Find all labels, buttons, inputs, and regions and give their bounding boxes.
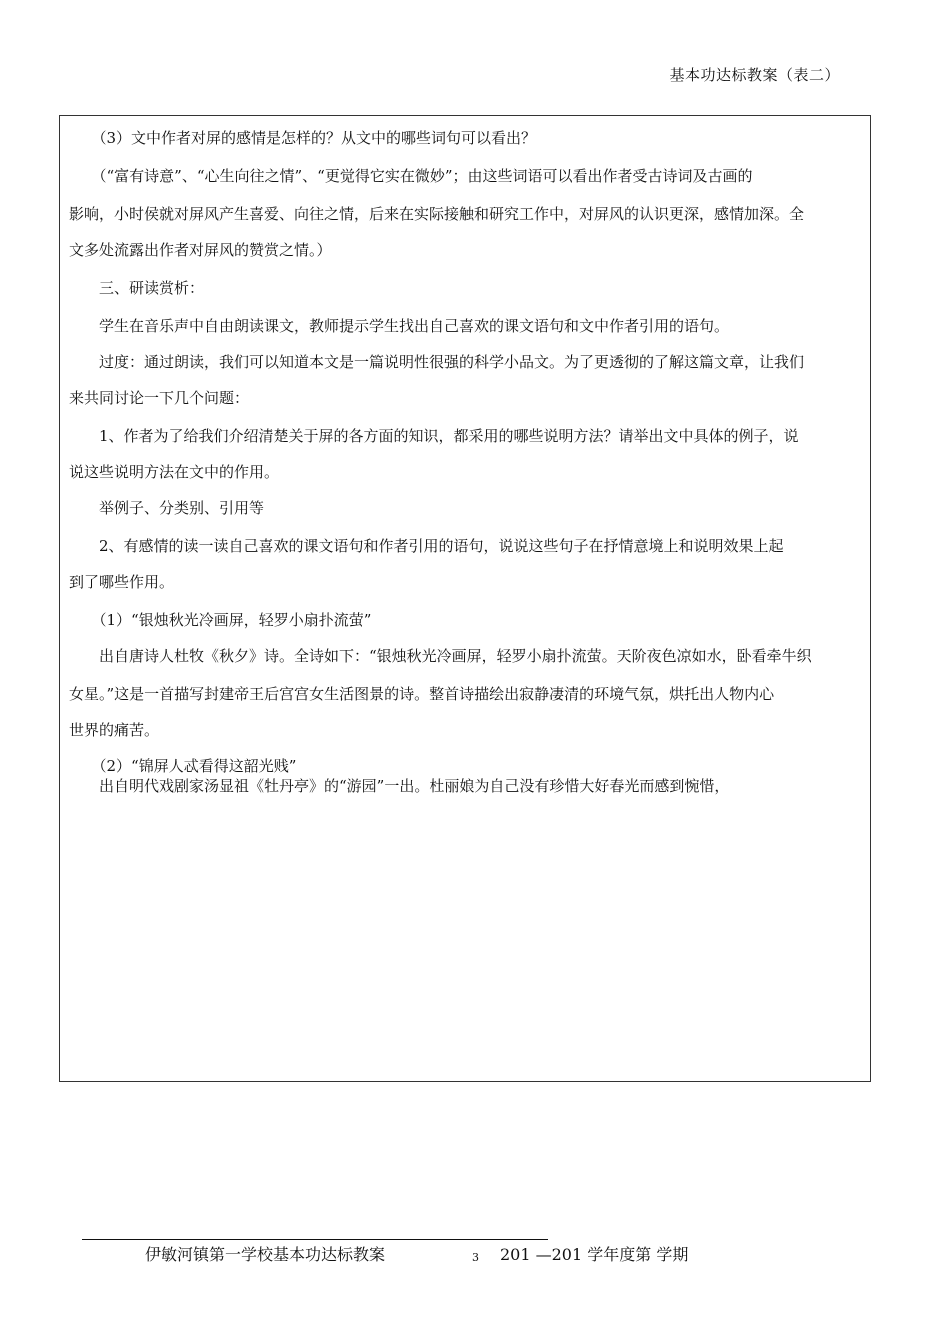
text-line: 举例子、分类别、引用等 xyxy=(69,499,265,517)
lesson-content-box xyxy=(59,115,871,1082)
text-line: 来共同讨论一下几个问题： xyxy=(69,389,250,407)
text-line: 影响，小时侯就对屏风产生喜爱、向往之情，后来在实际接触和研究工作中，对屏风的认识更深，感情加深。全 xyxy=(69,205,805,223)
text-line: 1、作者为了给我们介绍清楚关于屏的各方面的知识，都采用的哪些说明方法？请举出文中具体的例子，说 xyxy=(69,427,799,445)
footer-school-year: 201 —201 学年度第 学期 xyxy=(500,1245,689,1264)
quote-line: （2）“锦屏人忒看得这韶光贱” xyxy=(69,757,297,775)
footer-school-name: 伊敏河镇第一学校基本功达标教案 xyxy=(145,1245,386,1264)
quote-line: （1）“银烛秋光冷画屏，轻罗小扇扑流萤” xyxy=(69,611,372,629)
text-line: 过度：通过朗读，我们可以知道本文是一篇说明性很强的科学小品文。为了更透彻的了解这篇文章，让我们 xyxy=(69,353,805,371)
text-line: 2、有感情的读一读自己喜欢的课文语句和作者引用的语句，说说这些句子在抒情意境上和说明效果上起 xyxy=(69,537,784,555)
text-line: 学生在音乐声中自由朗读课文，教师提示学生找出自己喜欢的课文语句和文中作者引用的语句。 xyxy=(69,317,730,335)
text-line: 出自唐诗人杜牧《秋夕》诗。全诗如下：“银烛秋光冷画屏，轻罗小扇扑流萤。天阶夜色凉如水，卧看牵牛织 xyxy=(69,647,812,665)
section-heading: 三、研读赏析： xyxy=(69,279,205,297)
footer-page-number: 3 xyxy=(472,1251,479,1264)
text-line: 到了哪些作用。 xyxy=(69,573,175,591)
text-line: （“富有诗意”、“心生向往之情”、“更觉得它实在微妙”；由这些词语可以看出作者受古诗词及古画的 xyxy=(69,167,753,185)
text-line: 女星。”这是一首描写封建帝王后宫宫女生活图景的诗。整首诗描绘出寂静凄清的环境气氛，烘托出人物内心 xyxy=(69,685,775,703)
text-line: 出自明代戏剧家汤显祖《牡丹亭》的“游园”一出。杜丽娘为自己没有珍惜大好春光而感到惋惜， xyxy=(69,777,730,795)
text-line: （3）文中作者对屏的感情是怎样的？从文中的哪些词句可以看出？ xyxy=(69,129,537,147)
text-line: 世界的痛苦。 xyxy=(69,721,160,739)
page-header-title: 基本功达标教案（表二） xyxy=(669,66,840,84)
footer-rule xyxy=(82,1239,548,1240)
text-line: 说这些说明方法在文中的作用。 xyxy=(69,463,280,481)
text-line: 文多处流露出作者对屏风的赞赏之情。） xyxy=(69,241,332,259)
